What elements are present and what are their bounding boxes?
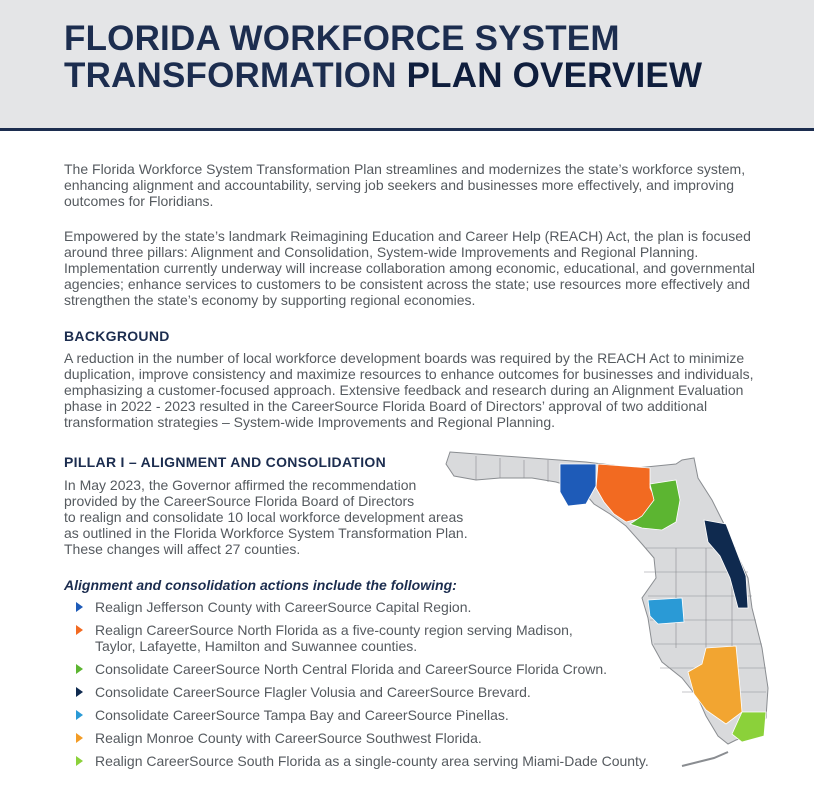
action-text: Realign Monroe County with CareerSource Southwest Florida. <box>95 730 482 746</box>
triangle-bullet-icon <box>76 756 83 766</box>
action-text: Consolidate CareerSource Tampa Bay and CareerSource Pinellas. <box>95 707 509 723</box>
pillar-1-line: as outlined in the Florida Workforce System Transformation Plan. <box>64 525 468 541</box>
actions-subheading: Alignment and consolidation actions include the following: <box>64 577 457 593</box>
intro-p2-line: agencies; enhance services to customers to be consistent across the state; use resources more effectively and <box>64 276 751 292</box>
intro-p2-line: strengthen the state’s economy by supporting regional economies. <box>64 292 476 308</box>
triangle-bullet-icon <box>76 664 83 674</box>
triangle-bullet-icon <box>76 710 83 720</box>
intro-p2-line: Empowered by the state’s landmark Reimagining Education and Career Help (REACH) Act, the plan is focused <box>64 228 751 244</box>
intro-p2-line: around three pillars: Alignment and Consolidation, System-wide Improvements and Regional Planning. <box>64 244 699 260</box>
title-line-2b: PLAN OVERVIEW <box>406 56 703 95</box>
triangle-bullet-icon <box>76 733 83 743</box>
action-text: Consolidate CareerSource North Central Florida and CareerSource Florida Crown. <box>95 661 608 677</box>
intro-p2-line: Implementation currently underway will increase collaboration among economic, educational, and governmental <box>64 260 756 276</box>
background-paragraph <box>64 350 774 430</box>
pillar-1-heading: PILLAR I – ALIGNMENT AND CONSOLIDATION <box>64 454 386 470</box>
header-band <box>0 0 814 131</box>
florida-county-map <box>436 448 778 783</box>
triangle-bullet-icon <box>76 602 83 612</box>
action-text: Realign Jefferson County with CareerSource Capital Region. <box>95 599 472 615</box>
intro-p1-line: The Florida Workforce System Transformation Plan streamlines and modernizes the state’s workforce system, <box>64 161 746 177</box>
triangle-bullet-icon <box>76 687 83 697</box>
title-line-2a: TRANSFORMATION <box>64 56 397 95</box>
pillar-1-line: These changes will affect 27 counties. <box>64 541 301 557</box>
background-line: duplication, improve consistency and maximize resources to enhance outcomes for businesses and individuals, <box>64 366 754 382</box>
pillar-1-line: In May 2023, the Governor affirmed the recommendation <box>64 477 417 493</box>
background-line: A reduction in the number of local workforce development boards was required by the REACH Act to minimize <box>64 350 745 366</box>
action-text: Consolidate CareerSource Flagler Volusia and CareerSource Brevard. <box>95 684 531 700</box>
intro-p1-line: outcomes for Floridians. <box>64 193 214 209</box>
background-heading: BACKGROUND <box>64 328 170 344</box>
florida-keys <box>682 752 728 766</box>
background-line: emphasizing a customer-focused approach. Extensive feedback and research during an Alignment Evaluation <box>64 382 744 398</box>
page-title <box>64 20 702 94</box>
action-text: Realign CareerSource North Florida as a five-county region serving Madison, <box>95 622 573 638</box>
title-line-1: FLORIDA WORKFORCE SYSTEM <box>64 19 620 58</box>
background-line: phase in 2022 - 2023 resulted in the CareerSource Florida Board of Directors’ approval of two additional <box>64 398 708 414</box>
intro-paragraph-2 <box>64 228 764 308</box>
action-text: Taylor, Lafayette, Hamilton and Suwannee counties. <box>95 638 418 654</box>
background-line: transformation strategies – System-wide Improvements and Regional Planning. <box>64 414 556 430</box>
intro-p1-line: enhancing alignment and accountability, serving job seekers and businesses more effectively, and improving <box>64 177 735 193</box>
triangle-bullet-icon <box>76 625 83 635</box>
pillar-1-line: provided by the CareerSource Florida Board of Directors <box>64 493 415 509</box>
pillar-1-line: to realign and consolidate 10 local workforce development areas <box>64 509 464 525</box>
intro-paragraph-1 <box>64 161 764 209</box>
pillar-1-paragraph <box>64 477 484 557</box>
action-text: Realign CareerSource South Florida as a single-county area serving Miami-Dade County. <box>95 753 649 769</box>
